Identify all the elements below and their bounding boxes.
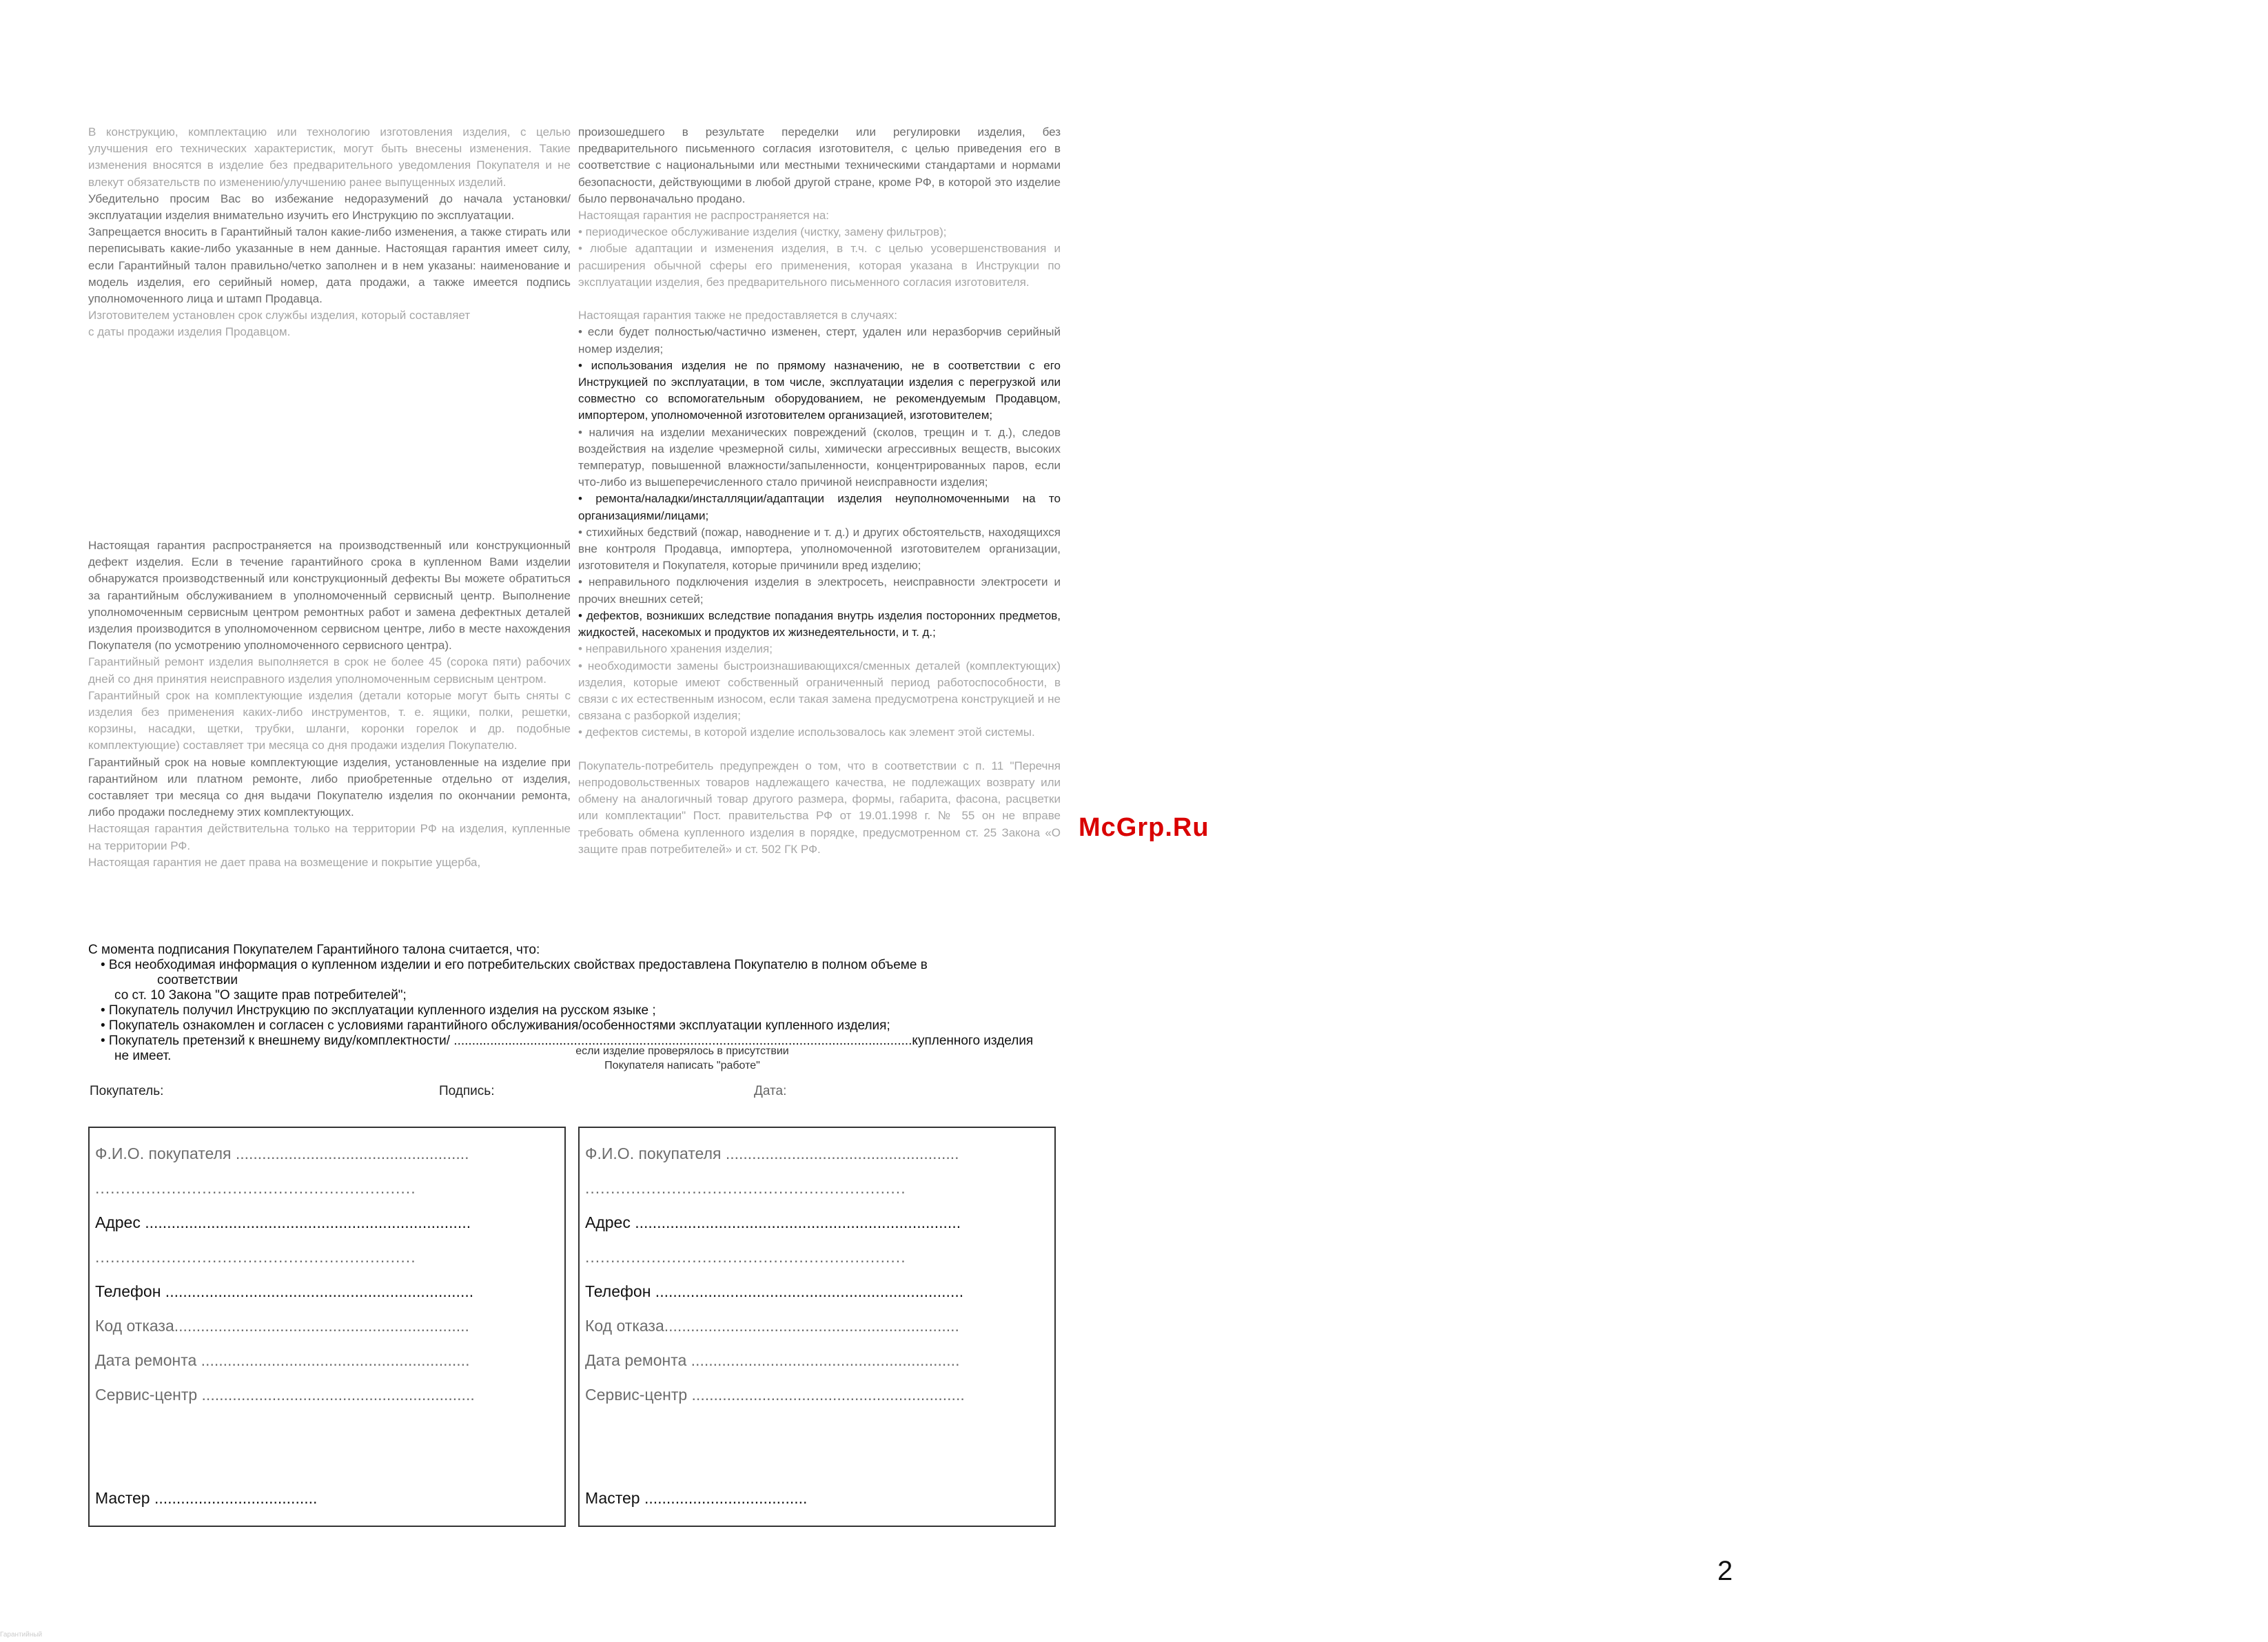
phone-field[interactable]: Телефон ......................................................................	[95, 1282, 474, 1300]
paragraph: Гарантийный срок на новые комплектующие изделия, установленные на изделие при гарантийном или платном ремонте, либо приобретенные отдельно от изделия, составляет три месяца со дня выдачи Покупателю изделия по окончании ремонта, либо продажи последнему этих комплектующих.	[88, 755, 571, 819]
warranty-terms-column	[88, 537, 571, 871]
paragraph: • неправильного подключения изделия в электросеть, неисправности электросети и прочих внешних сетей;	[578, 575, 1061, 606]
failure-code-field[interactable]: Код отказа...................................................................	[585, 1317, 959, 1335]
paragraph: • периодическое обслуживание изделия (чистку, замену фильтров);	[578, 225, 947, 239]
consent-item-continued: со ст. 10 Закона "О защите прав потребителей";	[114, 988, 407, 1003]
consent-item: • Покупатель претензий к внешнему виду/комплектности/ ..............................................................................................................................купленного изделия	[101, 1034, 1034, 1048]
consent-intro: С момента подписания Покупателем Гарантийного талона считается, что:	[88, 943, 540, 957]
buyer-label: Покупатель:	[90, 1084, 164, 1098]
warranty-exclusions-column	[578, 124, 1061, 858]
paragraph: Гарантийный ремонт изделия выполняется в срок не более 45 (сорока пяти) рабочих дней со дня принятия неисправного изделия уполномоченным сервисным центром.	[88, 655, 571, 686]
master-field[interactable]: Мастер .....................................	[95, 1489, 318, 1507]
consent-item-continued: не имеет.	[114, 1049, 172, 1063]
page-number: 2	[1717, 1556, 1733, 1586]
paragraph: Настоящая гарантия также не предоставляется в случаях:	[578, 309, 898, 322]
consent-item: • Покупатель ознакомлен и согласен с условиями гарантийного обслуживания/особенностями эксплуатации купленного изделия;	[101, 1018, 890, 1033]
paragraph: • использования изделия не по прямому назначению, не в соответствии с его Инструкцией по эксплуатации, в том числе, эксплуатации изделия с перегрузкой или совместно со вспомогательным оборудованием, не рекомендуемым Продавцом, импортером, уполномоченной изготовителем организацией, изготовителем;	[578, 358, 1061, 422]
site-watermark: McGrp.Ru	[1079, 813, 1209, 842]
repair-date-field[interactable]: Дата ремонта .............................................................	[585, 1351, 960, 1369]
paragraph: • любые адаптации и изменения изделия, в т.ч. с целью усовершенствования и расширения обычной сферы его применения, которая указана в Инструкции по эксплуатации изделия, без предварительного письменного согласия изготовителя.	[578, 242, 1061, 289]
paragraph: Настоящая гарантия не распространяется на:	[578, 209, 830, 223]
paragraph	[578, 741, 1061, 758]
paragraph: с даты продажи изделия Продавцом.	[88, 325, 291, 339]
service-center-field[interactable]: Сервис-центр ..............................................................	[95, 1386, 475, 1404]
paragraph	[578, 291, 1061, 307]
fio-field[interactable]: Ф.И.О. покупателя .....................................................	[585, 1145, 959, 1162]
address-field[interactable]: Адрес ..........................................................................	[95, 1213, 471, 1231]
date-label: Дата:	[754, 1084, 787, 1098]
paragraph: Покупатель-потребитель предупрежден о том, что в соответствии с п. 11 "Перечня непродовольственных товаров надлежащего качества, не подлежащих возврату или обмену на аналогичный товар другого размера, формы, габарита, фасона, расцветки или комплектации" Пост. правительства РФ от 19.01.1998 г. № 55 он не вправе требовать обмена купленного изделия в порядке, предусмотренном ст. 25 Закона «О защите прав потребителей» и ст. 502 ГК РФ.	[578, 759, 1061, 856]
paragraph: • дефектов, возникших вследствие попадания внутрь изделия посторонних предметов, жидкостей, насекомых и продуктов их жизнедеятельности, и т. д.;	[578, 608, 1061, 639]
paragraph: • дефектов системы, в которой изделие использовалось как элемент этой системы.	[578, 726, 1035, 739]
consent-item: • Вся необходимая информация о купленном изделии и его потребительских свойствах предоставлена Покупателю в полном объеме в	[101, 958, 928, 972]
paragraph: Гарантийный срок на комплектующие изделия (детали которые могут быть сняты с изделия без применения каких-либо инструментов, т. е. ящики, полки, решетки, корзины, насадки, щетки, трубки, шланги, коронки горелок и др. подобные комплектующие) составляет три месяца со дня продажи изделия Покупателю.	[88, 688, 571, 752]
paragraph: • стихийных бедствий (пожар, наводнение и т. д.) и других обстоятельств, находящихся вне контроля Продавца, импортера, уполномоченной изготовителем организации, изготовителя и Покупателя, которые причинили вред изделию;	[578, 525, 1061, 573]
fio-field[interactable]: Ф.И.О. покупателя .....................................................	[95, 1145, 469, 1162]
paragraph: • если будет полностью/частично изменен, стерт, удален или неразборчив серийный номер изделия;	[578, 325, 1061, 356]
failure-code-field[interactable]: Код отказа...................................................................	[95, 1317, 469, 1335]
address-continuation-field[interactable]: ...............................................................	[95, 1248, 416, 1266]
paragraph: • неправильного хранения изделия;	[578, 642, 773, 656]
note-line: Покупателя написать "работе"	[604, 1060, 760, 1071]
fio-continuation-field[interactable]: ...............................................................	[585, 1179, 906, 1197]
address-field[interactable]: Адрес ..........................................................................	[585, 1213, 961, 1231]
repair-card-left	[88, 1127, 566, 1527]
paragraph: произошедшего в результате переделки или регулировки изделия, без предварительного письменного согласия изготовителя, с целью приведения его в соответствие с национальными или местными техническими стандартами и нормами безопасности, действующими в любой другой стране, кроме РФ, в которой это изделие было первоначально продано.	[578, 125, 1061, 205]
paragraph: • наличия на изделии механических повреждений (сколов, трещин и т. д.), следов воздействия на изделие чрезмерной силы, химически агрессивных веществ, высоких температур, повышенной влажности/запыленности, концентрированных паров, если что-либо из вышеперечисленного стало причиной неисправности изделия;	[578, 425, 1061, 489]
signature-label: Подпись:	[439, 1084, 495, 1098]
paragraph: Настоящая гарантия не дает права на возмещение и покрытие ущерба,	[88, 855, 481, 869]
paragraph: Убедительно просим Вас во избежание недоразумений до начала установки/эксплуатации изделия внимательно изучить его Инструкцию по эксплуатации.	[88, 192, 571, 223]
service-center-field[interactable]: Сервис-центр ..............................................................	[585, 1386, 965, 1404]
repair-card-right	[578, 1127, 1056, 1527]
paragraph: • ремонта/наладки/инсталляции/адаптации изделия неуполномоченными на то организациями/лицами;	[578, 492, 1061, 522]
paragraph: Запрещается вносить в Гарантийный талон какие-либо изменения, а также стирать или переписывать какие-либо указанные в нем данные. Настоящая гарантия имеет силу, если Гарантийный талон правильно/четко заполнен и в нем указаны: наименование и модель изделия, его серийный номер, дата продажи, а также имеется подпись уполномоченного лица и штамп Продавца.	[88, 225, 571, 306]
note-line: если изделие проверялось в присутствии	[575, 1045, 789, 1057]
paragraph: В конструкцию, комплектацию или технологию изготовления изделия, с целью улучшения его технических характеристик, могут быть внесены изменения. Такие изменения вносятся в изделие без предварительного уведомления Покупателя и не влекут обязательств по изменению/улучшению ранее выпущенных изделий.	[88, 125, 571, 189]
repair-date-field[interactable]: Дата ремонта .............................................................	[95, 1351, 470, 1369]
paragraph: Изготовителем установлен срок службы изделия, который составляет	[88, 309, 471, 322]
paragraph: Настоящая гарантия распространяется на производственный или конструкционный дефект изделия. Если в течение гарантийного срока в купленном Вами изделии обнаружатся производственный или конструкционный дефекты Вы можете обратиться за гарантийным обслуживанием в уполномоченный сервисный центр. Выполнение уполномоченным сервисным центром ремонтных работ и замена дефектных деталей изделия производится в уполномоченном сервисном центре, либо в месте нахождения Покупателя (по усмотрению уполномоченного сервисного центра).	[88, 539, 571, 653]
consent-item: • Покупатель получил Инструкцию по эксплуатации купленного изделия на русском языке ;	[101, 1003, 656, 1018]
warranty-intro-column	[88, 124, 571, 341]
fio-continuation-field[interactable]: ...............................................................	[95, 1179, 416, 1197]
master-field[interactable]: Мастер .....................................	[585, 1489, 808, 1507]
paragraph: Настоящая гарантия действительна только на территории РФ на изделия, купленные на территории РФ.	[88, 822, 571, 852]
paragraph: • необходимости замены быстроизнашивающихся/сменных деталей (комплектующих) изделия, которые имеют собственный ограниченный период работоспособности, в связи с их естественным износом, если такая замена предусмотрена конструкцией и не связана с разборкой изделия;	[578, 659, 1061, 723]
address-continuation-field[interactable]: ...............................................................	[585, 1248, 906, 1266]
footer-text: Гарантийный	[0, 1631, 43, 1639]
phone-field[interactable]: Телефон ......................................................................	[585, 1282, 964, 1300]
consent-item-continued: соответствии	[157, 973, 238, 987]
